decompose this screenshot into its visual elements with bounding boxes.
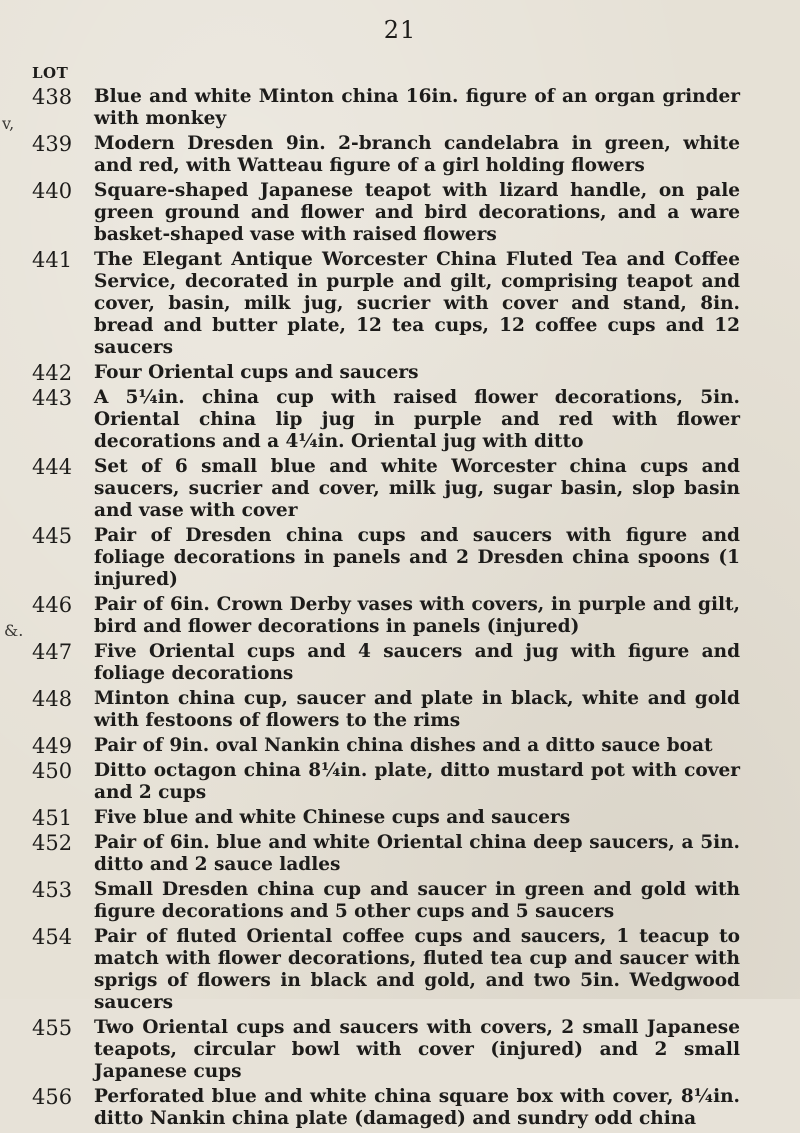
lot-entry <box>0 249 800 359</box>
lot-description: A 5¼in. china cup with raised flower decorations, 5in. Oriental china lip jug in purple and red with flower decorations and a 4¼in. Oriental jug with ditto <box>94 387 740 452</box>
lot-entry <box>0 86 800 130</box>
lot-entry <box>0 926 800 1014</box>
lot-number: 440 <box>32 179 73 203</box>
lot-description: Set of 6 small blue and white Worcester china cups and saucers, sucrier and cover, milk jug, sugar basin, slop basin and vase with cover <box>94 456 740 521</box>
lot-description: Square-shaped Japanese teapot with lizard handle, on pale green ground and flower and bird decorations, and a ware basket-shaped vase with raised flowers <box>94 180 740 245</box>
lot-number: 449 <box>32 734 73 758</box>
margin-pencil-mark: v, <box>2 114 15 133</box>
lot-number: 448 <box>32 687 73 711</box>
lot-number: 439 <box>32 132 73 156</box>
lot-entry <box>0 641 800 685</box>
lot-description: Pair of 6in. Crown Derby vases with covers, in purple and gilt, bird and flower decorations in panels (injured) <box>94 594 740 637</box>
lot-description: Ditto octagon china 8¼in. plate, ditto mustard pot with cover and 2 cups <box>94 760 740 803</box>
lot-entry <box>0 688 800 732</box>
margin-pencil-mark: &. <box>4 621 24 640</box>
lot-number: 451 <box>32 806 73 830</box>
lot-description: Two Oriental cups and saucers with covers, 2 small Japanese teapots, circular bowl with cover (injured) and 2 small Japanese cups <box>94 1017 740 1082</box>
lot-number: 450 <box>32 759 73 783</box>
lot-description: Small Dresden china cup and saucer in green and gold with figure decorations and 5 other cups and 5 saucers <box>94 879 740 922</box>
lot-entry <box>0 760 800 804</box>
lot-number: 438 <box>32 85 73 109</box>
lot-entry <box>0 362 800 384</box>
lot-entry <box>0 832 800 876</box>
lot-list <box>0 86 800 1133</box>
lot-description: Five blue and white Chinese cups and saucers <box>94 807 571 828</box>
lot-description: Blue and white Minton china 16in. figure of an organ grinder with monkey <box>94 86 740 129</box>
lot-description: Minton china cup, saucer and plate in black, white and gold with festoons of flowers to the rims <box>94 688 740 731</box>
lot-entry <box>0 387 800 453</box>
lot-number: 456 <box>32 1085 73 1109</box>
lot-entry <box>0 180 800 246</box>
lot-number: 441 <box>32 248 73 272</box>
lot-entry <box>0 594 800 638</box>
lot-entry <box>0 133 800 177</box>
page-number: 21 <box>383 16 417 44</box>
lot-number: 453 <box>32 878 73 902</box>
lot-description: The Elegant Antique Worcester China Fluted Tea and Coffee Service, decorated in purple and gilt, comprising teapot and cover, basin, milk jug, sucrier with cover and stand, 8in. bread and butter plate, 12 tea cups, 12 coffee cups and 12 saucers <box>94 249 740 358</box>
lot-entry <box>0 807 800 829</box>
lot-entry <box>0 735 800 757</box>
lot-number: 454 <box>32 925 73 949</box>
lot-column-header: LOT <box>32 64 69 82</box>
lot-number: 447 <box>32 640 73 664</box>
lot-description: Modern Dresden 9in. 2-branch candelabra in green, white and red, with Watteau figure of a girl holding flowers <box>94 133 740 176</box>
lot-entry <box>0 456 800 522</box>
lot-description: Perforated blue and white china square box with cover, 8¼in. ditto Nankin china plate (damaged) and sundry odd china <box>94 1086 740 1129</box>
lot-entry <box>0 1017 800 1083</box>
lot-description: Pair of fluted Oriental coffee cups and saucers, 1 teacup to match with flower decorations, fluted tea cup and saucer with sprigs of flowers in black and gold, and two 5in. Wedgwood saucers <box>94 926 740 1013</box>
lot-description: Pair of 6in. blue and white Oriental china deep saucers, a 5in. ditto and 2 sauce ladles <box>94 832 740 875</box>
lot-entry <box>0 1086 800 1130</box>
lot-entry <box>0 525 800 591</box>
lot-number: 444 <box>32 455 73 479</box>
lot-description: Pair of 9in. oval Nankin china dishes and a ditto sauce boat <box>94 735 713 756</box>
lot-entry <box>0 879 800 923</box>
lot-number: 455 <box>32 1016 73 1040</box>
lot-number: 446 <box>32 593 73 617</box>
lot-description: Five Oriental cups and 4 saucers and jug with figure and foliage decorations <box>94 641 740 684</box>
lot-description: Four Oriental cups and saucers <box>94 362 419 383</box>
lot-number: 445 <box>32 524 73 548</box>
lot-number: 452 <box>32 831 73 855</box>
lot-description: Pair of Dresden china cups and saucers with figure and foliage decorations in panels and 2 Dresden china spoons (1 injured) <box>94 525 740 590</box>
lot-number: 442 <box>32 361 73 385</box>
lot-number: 443 <box>32 386 73 410</box>
